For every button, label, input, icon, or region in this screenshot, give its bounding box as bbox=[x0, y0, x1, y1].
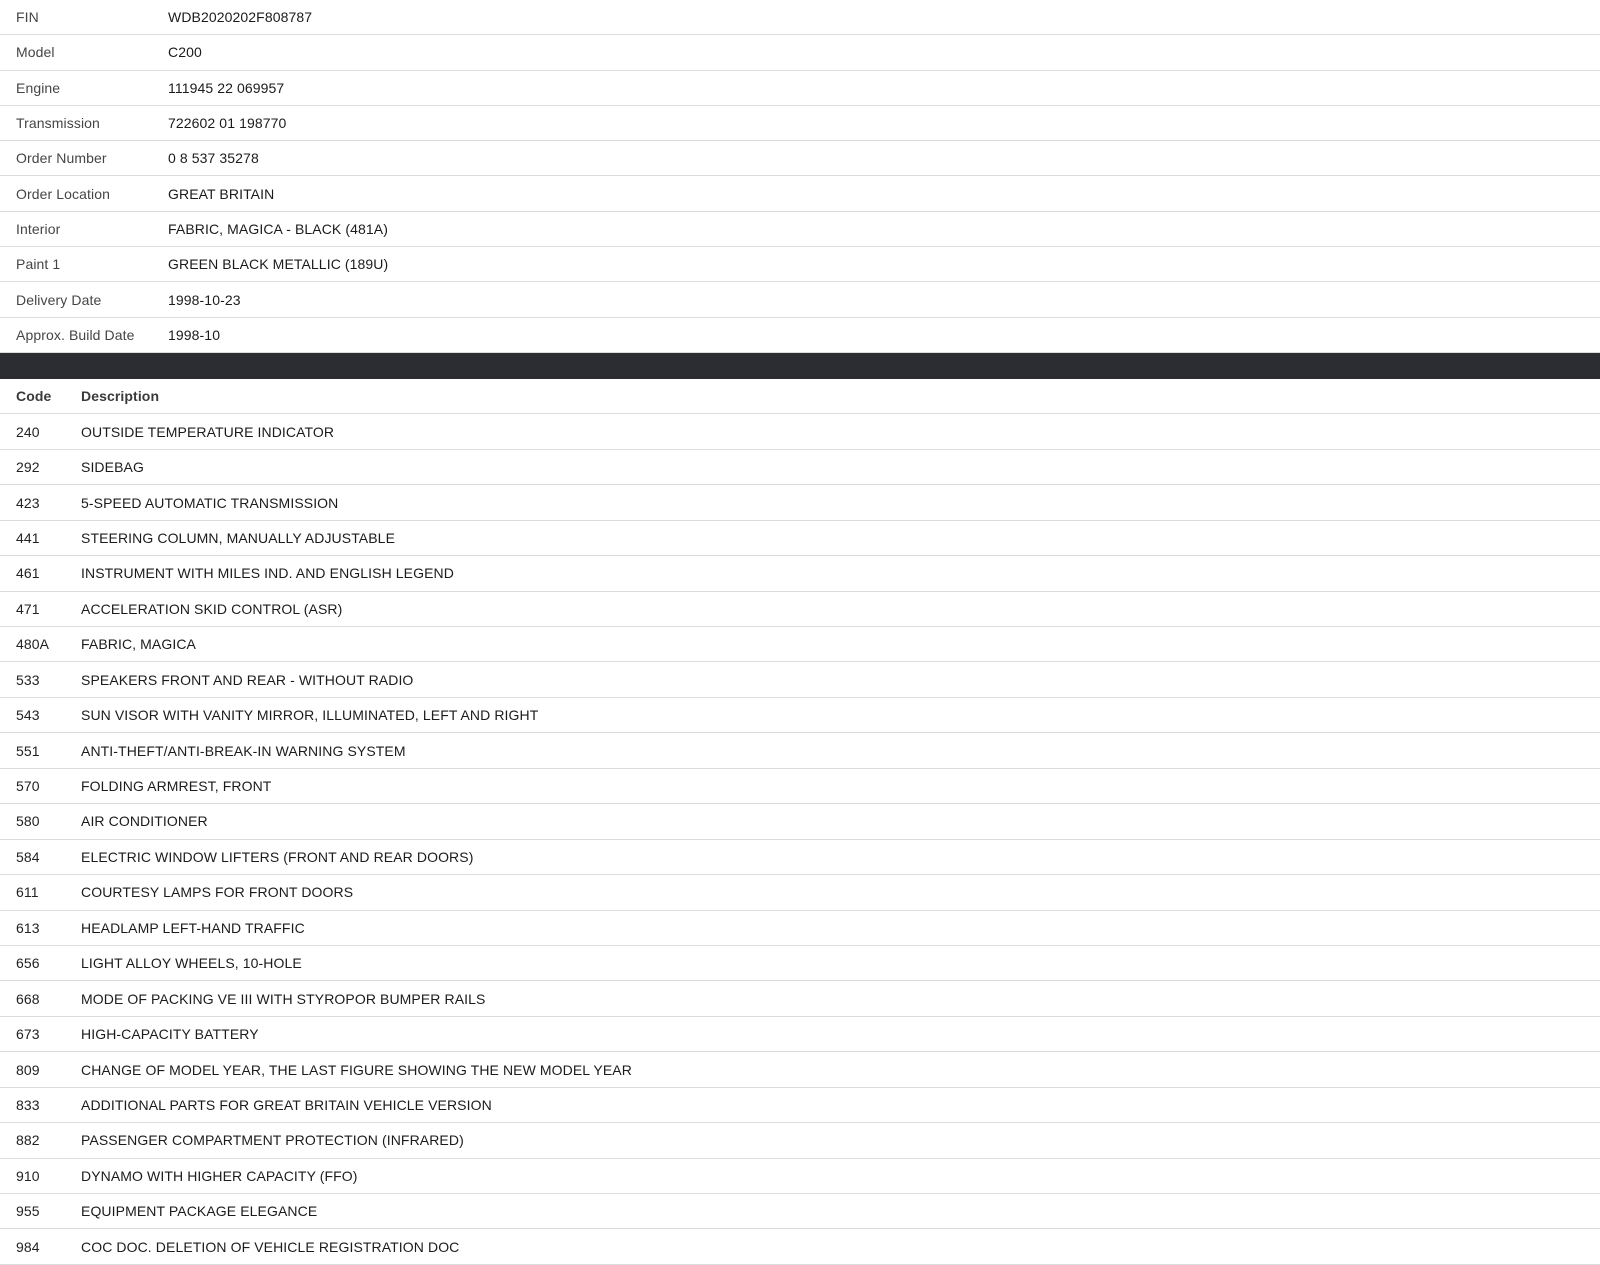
vehicle-info-value: 111945 22 069957 bbox=[168, 79, 285, 96]
table-row bbox=[0, 1159, 1600, 1194]
table-row bbox=[0, 521, 1600, 556]
option-description: FABRIC, MAGICA bbox=[81, 636, 196, 653]
option-code: 613 bbox=[16, 919, 40, 936]
option-code: 292 bbox=[16, 459, 40, 476]
table-row bbox=[0, 1194, 1600, 1229]
table-row bbox=[0, 627, 1600, 662]
option-description: CHANGE OF MODEL YEAR, THE LAST FIGURE SHOWING THE NEW MODEL YEAR bbox=[81, 1061, 632, 1078]
vehicle-info-label: Order Number bbox=[16, 150, 107, 167]
option-code: 809 bbox=[16, 1061, 40, 1078]
vehicle-info-label: Model bbox=[16, 44, 55, 61]
vehicle-info-value: FABRIC, MAGICA - BLACK (481A) bbox=[168, 220, 388, 237]
vehicle-info-value: 0 8 537 35278 bbox=[168, 150, 259, 167]
option-code: 480A bbox=[16, 636, 50, 653]
table-row bbox=[0, 1229, 1600, 1264]
option-code: 543 bbox=[16, 707, 40, 724]
vehicle-info-label: Order Location bbox=[16, 185, 111, 202]
vehicle-info-row bbox=[0, 35, 1600, 70]
vehicle-info-value: GREAT BRITAIN bbox=[168, 185, 275, 202]
vehicle-info-label: Transmission bbox=[16, 115, 100, 132]
table-row bbox=[0, 592, 1600, 627]
option-description: OUTSIDE TEMPERATURE INDICATOR bbox=[81, 423, 335, 440]
table-row bbox=[0, 1017, 1600, 1052]
table-row bbox=[0, 840, 1600, 875]
table-row bbox=[0, 698, 1600, 733]
option-description: EQUIPMENT PACKAGE ELEGANCE bbox=[81, 1203, 318, 1220]
option-code: 955 bbox=[16, 1203, 40, 1220]
vehicle-info-row bbox=[0, 212, 1600, 247]
vehicle-info-row bbox=[0, 318, 1600, 353]
option-code: 461 bbox=[16, 565, 40, 582]
option-description: ADDITIONAL PARTS FOR GREAT BRITAIN VEHICLE VERSION bbox=[81, 1096, 492, 1113]
option-description: INSTRUMENT WITH MILES IND. AND ENGLISH LEGEND bbox=[81, 565, 454, 582]
option-description: ACCELERATION SKID CONTROL (ASR) bbox=[81, 600, 343, 617]
vehicle-info-label: Delivery Date bbox=[16, 291, 102, 308]
vehicle-info-value: WDB2020202F808787 bbox=[168, 9, 313, 26]
option-description: ELECTRIC WINDOW LIFTERS (FRONT AND REAR DOORS) bbox=[81, 848, 474, 865]
table-row bbox=[0, 1052, 1600, 1087]
option-description: HEADLAMP LEFT-HAND TRAFFIC bbox=[81, 919, 305, 936]
code-column-header: Code bbox=[16, 388, 52, 405]
vehicle-info-value: 722602 01 198770 bbox=[168, 115, 287, 132]
vehicle-info-row bbox=[0, 247, 1600, 282]
option-description: STEERING COLUMN, MANUALLY ADJUSTABLE bbox=[81, 529, 396, 546]
option-code: 611 bbox=[16, 884, 39, 901]
vehicle-info-value: 1998-10-23 bbox=[168, 291, 241, 308]
option-code: 673 bbox=[16, 1026, 40, 1043]
table-row bbox=[0, 450, 1600, 485]
vehicle-info-value: C200 bbox=[168, 44, 202, 61]
vehicle-info-label: Interior bbox=[16, 220, 61, 237]
option-code: 533 bbox=[16, 671, 40, 688]
vehicle-info-label: Paint 1 bbox=[16, 256, 61, 273]
option-description: MODE OF PACKING VE III WITH STYROPOR BUMPER RAILS bbox=[81, 990, 486, 1007]
vehicle-info-row bbox=[0, 0, 1600, 35]
vehicle-info-label: Engine bbox=[16, 79, 61, 96]
option-code: 833 bbox=[16, 1096, 40, 1113]
table-row bbox=[0, 485, 1600, 520]
table-row bbox=[0, 875, 1600, 910]
option-codes-section bbox=[0, 379, 1600, 1265]
option-code: 441 bbox=[16, 529, 40, 546]
option-description: SUN VISOR WITH VANITY MIRROR, ILLUMINATED, LEFT AND RIGHT bbox=[81, 707, 539, 724]
table-row bbox=[0, 769, 1600, 804]
table-row bbox=[0, 733, 1600, 768]
option-description: SPEAKERS FRONT AND REAR - WITHOUT RADIO bbox=[81, 671, 414, 688]
table-row bbox=[0, 662, 1600, 697]
vehicle-info-row bbox=[0, 282, 1600, 317]
table-row bbox=[0, 1088, 1600, 1123]
vehicle-info-label: FIN bbox=[16, 9, 39, 26]
option-description: COURTESY LAMPS FOR FRONT DOORS bbox=[81, 884, 354, 901]
vehicle-info-row bbox=[0, 141, 1600, 176]
table-row bbox=[0, 981, 1600, 1016]
table-row bbox=[0, 804, 1600, 839]
option-description: AIR CONDITIONER bbox=[81, 813, 208, 830]
option-code: 580 bbox=[16, 813, 40, 830]
vehicle-info-row bbox=[0, 106, 1600, 141]
options-table-body bbox=[0, 414, 1600, 1265]
option-description: HIGH-CAPACITY BATTERY bbox=[81, 1026, 259, 1043]
option-description: DYNAMO WITH HIGHER CAPACITY (FFO) bbox=[81, 1167, 358, 1184]
vehicle-info-label: Approx. Build Date bbox=[16, 326, 135, 343]
option-code: 240 bbox=[16, 423, 40, 440]
option-code: 551 bbox=[16, 742, 40, 759]
option-description: 5-SPEED AUTOMATIC TRANSMISSION bbox=[81, 494, 339, 511]
option-code: 882 bbox=[16, 1132, 40, 1149]
description-column-header: Description bbox=[81, 388, 160, 405]
option-code: 910 bbox=[16, 1167, 40, 1184]
option-code: 471 bbox=[16, 600, 40, 617]
vehicle-info-row bbox=[0, 176, 1600, 211]
vehicle-info-value: 1998-10 bbox=[168, 326, 221, 343]
option-description: ANTI-THEFT/ANTI-BREAK-IN WARNING SYSTEM bbox=[81, 742, 406, 759]
option-code: 668 bbox=[16, 990, 40, 1007]
option-code: 584 bbox=[16, 848, 40, 865]
vehicle-info-value: GREEN BLACK METALLIC (189U) bbox=[168, 256, 389, 273]
vehicle-info-section bbox=[0, 0, 1600, 353]
option-code: 656 bbox=[16, 955, 40, 972]
option-description: SIDEBAG bbox=[81, 459, 144, 476]
vehicle-info-row bbox=[0, 71, 1600, 106]
option-description: LIGHT ALLOY WHEELS, 10-HOLE bbox=[81, 955, 302, 972]
table-row bbox=[0, 911, 1600, 946]
option-description: FOLDING ARMREST, FRONT bbox=[81, 778, 272, 794]
options-table-header bbox=[0, 379, 1600, 414]
option-code: 984 bbox=[16, 1238, 40, 1255]
table-row bbox=[0, 414, 1600, 449]
section-divider-bar bbox=[0, 353, 1600, 379]
table-row bbox=[0, 1123, 1600, 1158]
table-row bbox=[0, 946, 1600, 981]
option-code: 570 bbox=[16, 778, 40, 794]
option-code: 423 bbox=[16, 494, 40, 511]
table-row bbox=[0, 556, 1600, 591]
option-description: COC DOC. DELETION OF VEHICLE REGISTRATION DOC bbox=[81, 1238, 460, 1255]
option-description: PASSENGER COMPARTMENT PROTECTION (INFRARED) bbox=[81, 1132, 464, 1149]
